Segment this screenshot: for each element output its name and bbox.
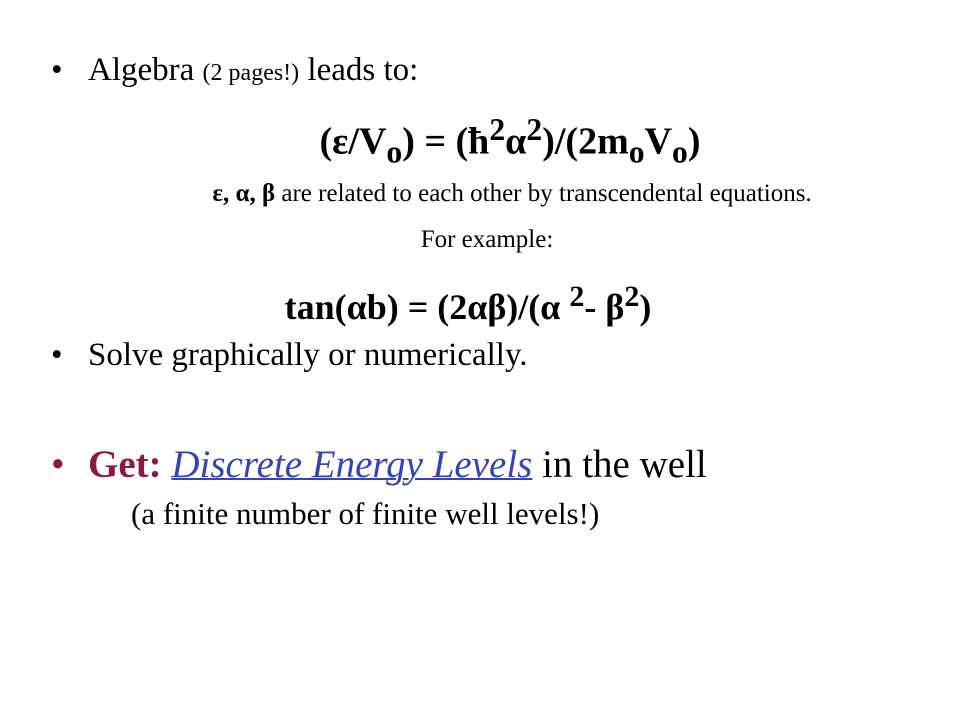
eq1-sub-o: o [672, 134, 688, 170]
bullet-algebra [88, 52, 418, 89]
eq1-end: ) [687, 120, 701, 163]
eq1-sub-o: o [628, 134, 645, 170]
eq1-sup: 2 [489, 112, 506, 147]
bullet-dot: • [51, 443, 65, 486]
relation-text: are related to each other by transcendental equations. [281, 180, 812, 207]
eq1-rhs-open: ) = (ħ [402, 120, 490, 163]
eq2-sup: 2 [569, 280, 585, 313]
energy-equation [0, 112, 960, 170]
for-example: For example: [420, 226, 554, 253]
bullet-get [88, 442, 707, 487]
eq2-sup: 2 [624, 280, 640, 313]
bullet-solve: Solve graphically or numerically. [88, 337, 528, 373]
algebra-note: (2 pages!) [202, 60, 300, 86]
eq1-sup: 2 [526, 112, 543, 147]
eq1-lhs: (ε/V [319, 120, 387, 163]
algebra-tail: leads to: [307, 52, 419, 88]
algebra-lead: Algebra [88, 52, 195, 88]
for-example-line [0, 226, 960, 254]
get-subtext: (a finite number of finite well levels!) [131, 496, 600, 531]
get-tail: in the well [542, 443, 707, 486]
bullet-dot: • [51, 337, 63, 373]
relation-symbols: ε, α, β [212, 180, 276, 207]
eq2-part1: tan(αb) = (2αβ)/(α [284, 287, 570, 327]
eq2-part2: - β [584, 287, 625, 327]
eq1-alpha: α [505, 120, 527, 163]
discrete-energy-levels-link[interactable]: Discrete Energy Levels [171, 443, 533, 486]
relation-line [0, 180, 960, 208]
eq1-sub-o: o [386, 134, 403, 170]
tan-equation [0, 280, 960, 328]
eq1-v: V [644, 120, 673, 163]
eq2-end: ) [639, 287, 652, 327]
bullet-dot: • [51, 52, 63, 88]
get-label: Get: [88, 443, 162, 486]
eq1-mid: )/(2m [542, 120, 629, 163]
